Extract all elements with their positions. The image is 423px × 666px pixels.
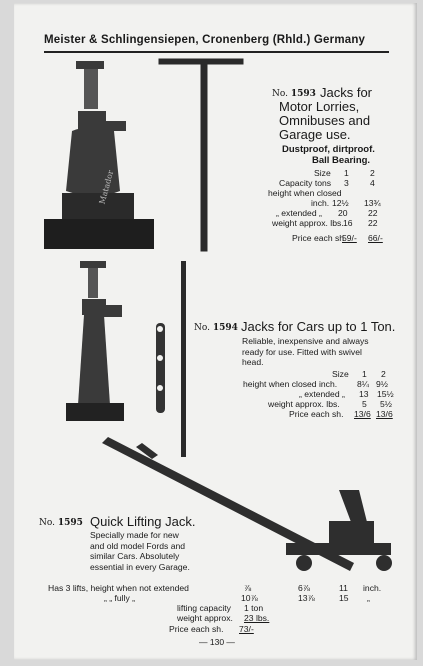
item-1595-price-label: Price each sh. — [169, 624, 224, 634]
item-1593-capacity-2: 4 — [370, 178, 375, 188]
item-1595-fully-1: 10⅞ — [241, 593, 258, 603]
item-1594-weight-2: 5½ — [380, 399, 392, 409]
item-1593-extended-1: 20 — [338, 208, 348, 218]
jack-1594-illustration — [66, 261, 124, 421]
t-handle-illustration — [159, 59, 243, 251]
item-1595-capacity-label: lifting capacity — [177, 603, 231, 613]
page-header: Meister & Schlingensiepen, Cronenberg (Rhld.) Germany — [44, 34, 366, 46]
item-1593-title-line2: Motor Lorries, — [279, 99, 360, 114]
page-number: — 130 — — [199, 637, 235, 647]
item-1593-weight-label: weight approx. lbs. — [272, 218, 344, 228]
item-1595-lifts-label: Has 3 lifts, height when not extended — [48, 583, 189, 593]
item-1595-number: No. 1595 — [39, 518, 83, 528]
item-1594-price-1: 13/6 — [354, 409, 371, 419]
item-1593-weight-1: 16 — [343, 218, 353, 228]
item-1593-price-1: 59/- — [342, 233, 357, 243]
item-1593-price-label: Price each sh — [292, 233, 345, 243]
item-1595-description: Specially made for new and old model Fords and similar Cars. Absolutely essential in every Garage. — [90, 530, 190, 572]
item-1593-closed-2: 13¾ — [364, 198, 381, 208]
item-1595-weight-label: weight approx. — [177, 613, 233, 623]
item-1595-not-extended-2: 6⅞ — [298, 583, 310, 593]
catalog-page — [14, 3, 417, 660]
item-1594-size-1: 1 — [362, 369, 367, 379]
item-1594-number: No. 1594 — [194, 323, 238, 333]
item-1593-height-label: height when closed — [268, 188, 342, 198]
item-1593-extended-label: „ extended „ — [276, 208, 322, 218]
item-1593-size-2: 2 — [370, 168, 375, 178]
item-1593-title: Jacks for — [320, 85, 373, 100]
item-1595-weight: 23 lbs. — [244, 613, 270, 623]
item-1593-size-label: Size — [314, 168, 331, 178]
item-1594-size-2: 2 — [381, 369, 386, 379]
item-1595-not-extended-3: 11 — [339, 583, 348, 593]
item-1593-feature-1: Dustproof, dirtproof. — [282, 144, 375, 155]
wrench-illustration — [156, 323, 165, 413]
item-1595-not-extended-1: ⅞ — [244, 583, 252, 593]
item-1594-extended-1: 13 — [359, 389, 369, 399]
item-1595-not-extended-unit: inch. — [363, 583, 382, 593]
item-1594-price-label: Price each sh. — [289, 409, 344, 419]
item-1594-extended-label: „ extended „ — [299, 389, 345, 399]
item-1595-fully-3: 15 — [339, 593, 349, 603]
item-1593-title-line3: Omnibuses and — [279, 113, 371, 128]
svg-text:Matador: Matador — [97, 169, 116, 206]
item-1593-extended-2: 22 — [368, 208, 378, 218]
item-1594-description: Reliable, inexpensive and always ready for use. Fitted with swivel head. — [242, 336, 369, 367]
item-1595-capacity: 1 ton — [244, 603, 264, 613]
item-1594-weight-1: 5 — [362, 399, 367, 409]
item-1593-inch-label: inch. — [311, 198, 330, 208]
item-1593-feature-2: Ball Bearing. — [312, 155, 371, 166]
item-1594-price-2: 13/6 — [376, 409, 393, 419]
item-1594-size-label: Size — [332, 369, 349, 379]
rod-illustration — [181, 261, 186, 457]
item-1594-title: Jacks for Cars up to 1 Ton. — [241, 319, 396, 334]
item-1594-closed-label: height when closed inch. — [243, 379, 338, 389]
jack-1593-illustration — [44, 61, 154, 249]
item-1594-closed-1: 8¼ — [357, 379, 369, 389]
item-1593-closed-1: 12½ — [332, 198, 349, 208]
item-1593-number: No. 1593 — [272, 89, 316, 99]
item-1595-fully-2: 13⅞ — [298, 593, 315, 603]
item-1593-price-2: 66/- — [368, 233, 383, 243]
item-1593-capacity-label: Capacity tons — [279, 178, 332, 188]
item-1594-weight-label: weight approx. lbs. — [268, 399, 340, 409]
item-1593-weight-2: 22 — [368, 218, 378, 228]
item-1593-title-line4: Garage use. — [279, 127, 351, 142]
item-1595-title: Quick Lifting Jack. — [90, 514, 196, 529]
item-1595-fully-label: „ „ fully „ — [104, 593, 136, 603]
item-1593-size-1: 1 — [344, 168, 349, 178]
item-1595-price: 73/- — [239, 624, 254, 634]
item-1594-extended-2: 15½ — [377, 389, 394, 399]
item-1595-fully-unit: „ — [367, 593, 370, 603]
item-1594-closed-2: 9½ — [376, 379, 388, 389]
item-1593-capacity-1: 3 — [344, 178, 349, 188]
